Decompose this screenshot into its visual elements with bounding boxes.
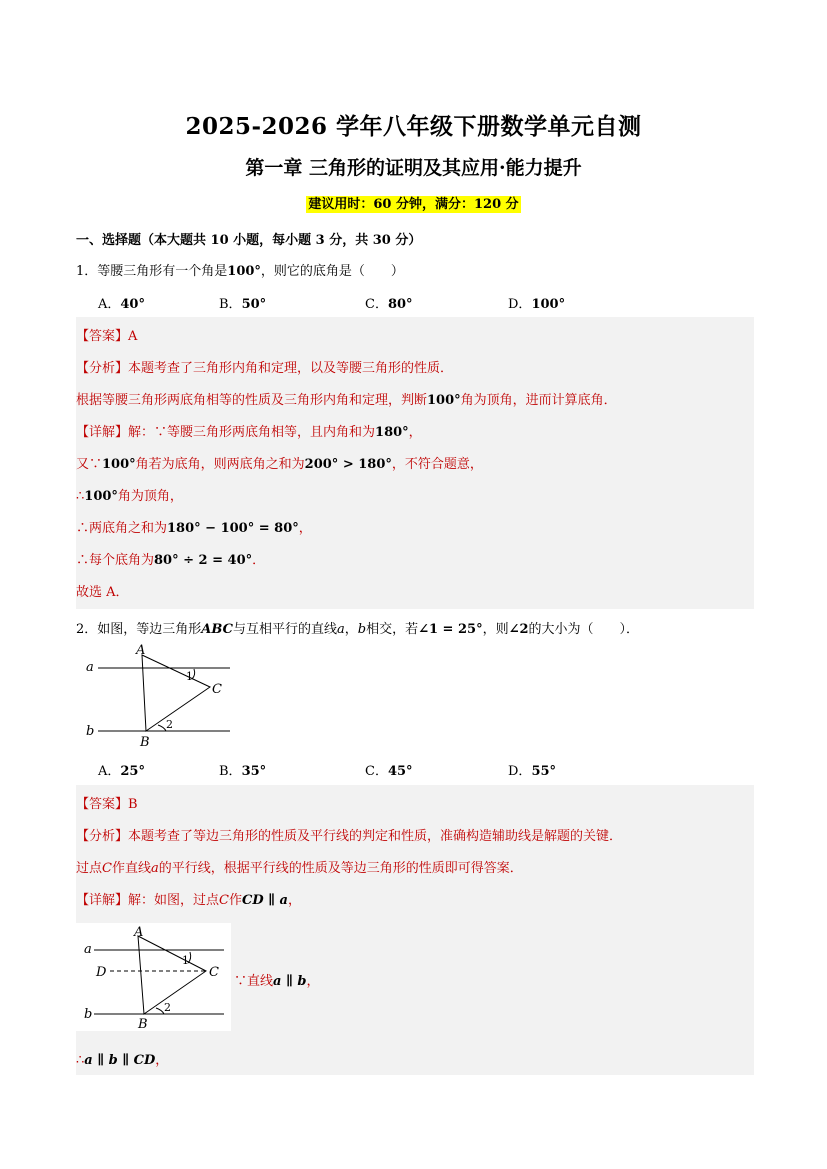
q1-analysis-2: 根据等腰三角形两底角相等的性质及三角形内角和定理，判断100°角为顶角，进而计算底角． <box>76 393 617 408</box>
fig2-label-2: 2 <box>164 1001 171 1014</box>
fig-label-B: B <box>140 735 150 750</box>
fig-label-2: 2 <box>166 718 173 731</box>
q2-detail-figure <box>76 923 231 1031</box>
fig2-label-C: C <box>209 965 219 980</box>
q2-answer: 【答案】B <box>76 797 138 812</box>
q1-option-b[interactable]: B．50° <box>219 297 267 312</box>
fig2-label-a: a <box>84 942 92 957</box>
q2-option-b[interactable]: B．35° <box>219 764 267 779</box>
time-note-wrap <box>0 193 827 212</box>
q2-option-c[interactable]: C．45° <box>365 764 413 779</box>
fig2-label-B: B <box>138 1017 148 1031</box>
q1-options <box>98 293 698 311</box>
q1-stem-pre: 1．等腰三角形有一个角是 <box>76 264 228 279</box>
fig2-label-D: D <box>96 965 107 980</box>
q2-options <box>98 760 698 778</box>
q1-conclusion: 故选 A． <box>76 585 129 600</box>
q2-detail-1: 【详解】解：如图，过点C作CD ∥ a， <box>76 893 301 908</box>
q2-answer-box <box>76 785 754 1075</box>
q1-option-c[interactable]: C．80° <box>365 297 413 312</box>
q1-detail-2: 又∵100°角若为底角，则两底角之和为200° > 180°，不符合题意， <box>76 457 483 472</box>
q2-analysis: 【分析】本题考查了等边三角形的性质及平行线的判定和性质，准确构造辅助线是解题的关键． <box>76 829 623 844</box>
q2-option-d[interactable]: D．55° <box>508 764 557 779</box>
q1-detail-4: ∴两底角之和为180° − 100° = 80°， <box>76 521 312 536</box>
q1-analysis: 【分析】本题考查了三角形内角和定理，以及等腰三角形的性质． <box>76 361 454 376</box>
q1-answer: 【答案】A <box>76 329 138 344</box>
fig-label-A: A <box>136 643 146 658</box>
q1-stem-val: 100° <box>227 264 261 279</box>
fig2-label-A: A <box>134 925 144 940</box>
q1-option-d[interactable]: D．100° <box>508 297 566 312</box>
chapter-subtitle: 第一章 三角形的证明及其应用·能力提升 <box>245 157 582 179</box>
q2-figure <box>80 643 240 753</box>
q2-option-a[interactable]: A．25° <box>98 764 145 779</box>
section-heading: 一、选择题（本大题共 10 小题，每小题 3 分，共 30 分） <box>76 233 422 248</box>
fig2-label-1: 1 <box>182 954 189 967</box>
q2-analysis-2: 过点C作直线a的平行线，根据平行线的性质及等边三角形的性质即可得答案． <box>76 861 523 876</box>
q1-detail-3: ∴100°角为顶角， <box>76 489 183 504</box>
q2-detail-3: ∴a ∥ b ∥ CD， <box>76 1053 169 1068</box>
page-title: 2025-2026 学年八年级下册数学单元自测 <box>185 113 642 140</box>
fig2-label-b: b <box>84 1007 93 1022</box>
time-note: 建议用时：60 分钟，满分：120 分 <box>308 197 519 212</box>
angle-2-arc <box>158 725 166 731</box>
fig-label-C: C <box>212 682 222 697</box>
fig-label-b: b <box>86 724 95 739</box>
q1-detail-5: ∴每个底角为80° ÷ 2 = 40°． <box>76 553 266 568</box>
q1-stem-post: ，则它的底角是（ ） <box>260 264 404 279</box>
triangle-abc <box>142 655 210 731</box>
fig-label-a: a <box>86 660 94 675</box>
fig-label-1: 1 <box>186 670 193 683</box>
q1-answer-box <box>76 317 754 609</box>
q1-stem <box>76 260 404 279</box>
q1-detail-1: 【详解】解：∵等腰三角形两底角相等，且内角和为180°， <box>76 425 422 440</box>
q2-detail-2: ∵直线a ∥ b， <box>234 974 320 989</box>
q2-stem: 2．如图，等边三角形ABC与互相平行的直线a，b相交，若∠1 = 25°，则∠2的大小为（ ）． <box>76 622 640 637</box>
q1-option-a[interactable]: A．40° <box>98 297 145 312</box>
